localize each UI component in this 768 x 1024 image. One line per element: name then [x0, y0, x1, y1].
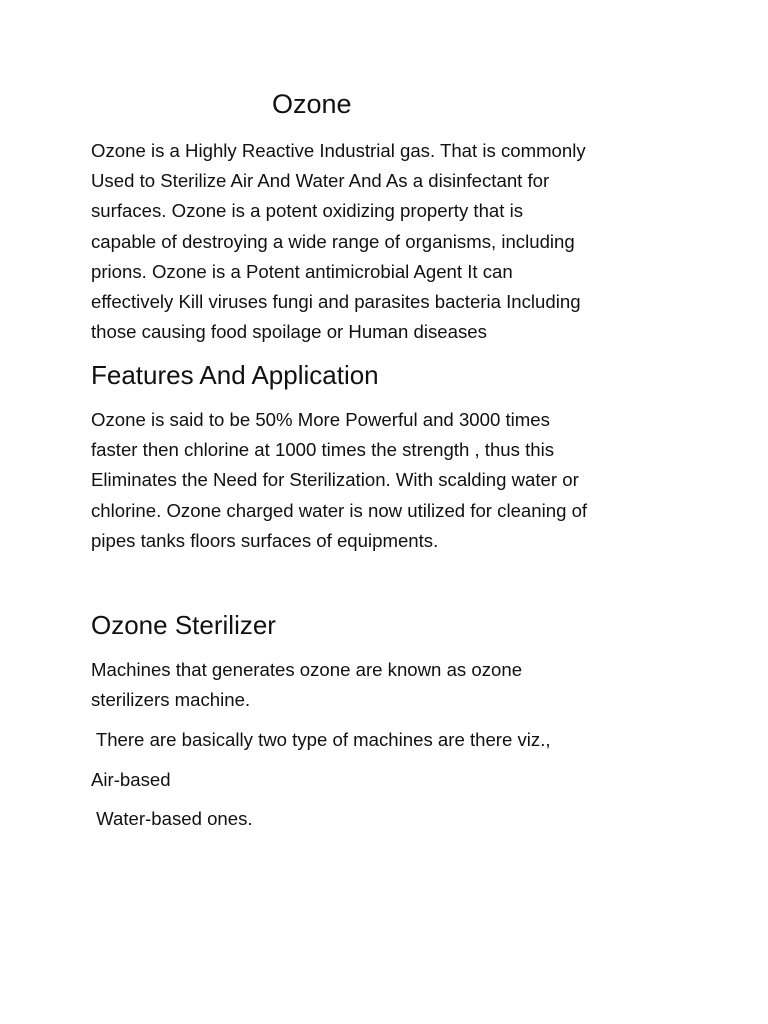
features-heading: Features And Application: [91, 360, 379, 390]
machine-types-line: There are basically two type of machines are there viz.,: [91, 729, 551, 750]
sterilizer-paragraph: Machines that generates ozone are known as ozone sterilizers machine.: [91, 659, 523, 711]
water-based-item: Water-based ones.: [91, 808, 253, 829]
document-title: Ozone: [272, 89, 352, 119]
sterilizer-heading: Ozone Sterilizer: [91, 610, 276, 640]
air-based-item: Air-based: [91, 769, 171, 790]
intro-paragraph: Ozone is a Highly Reactive Industrial gas. That is commonly Used to Sterilize Air And Water And As a disinfectant for surfaces. Ozone is a potent oxidizing property that is capable of destroying a wide range of organisms, including prions. Ozone is a Potent antimicrobial Agent It can effectively Kill viruses fungi and parasites bacteria Including those causing food spoilage or Human diseases: [91, 140, 586, 343]
features-paragraph: Ozone is said to be 50% More Powerful and 3000 times faster then chlorine at 1000 times the strength , thus this Eliminates the Need for Sterilization. With scalding water or chlorine. Ozone charged water is now utilized for cleaning of pipes tanks floors surfaces of equipments.: [91, 409, 588, 551]
